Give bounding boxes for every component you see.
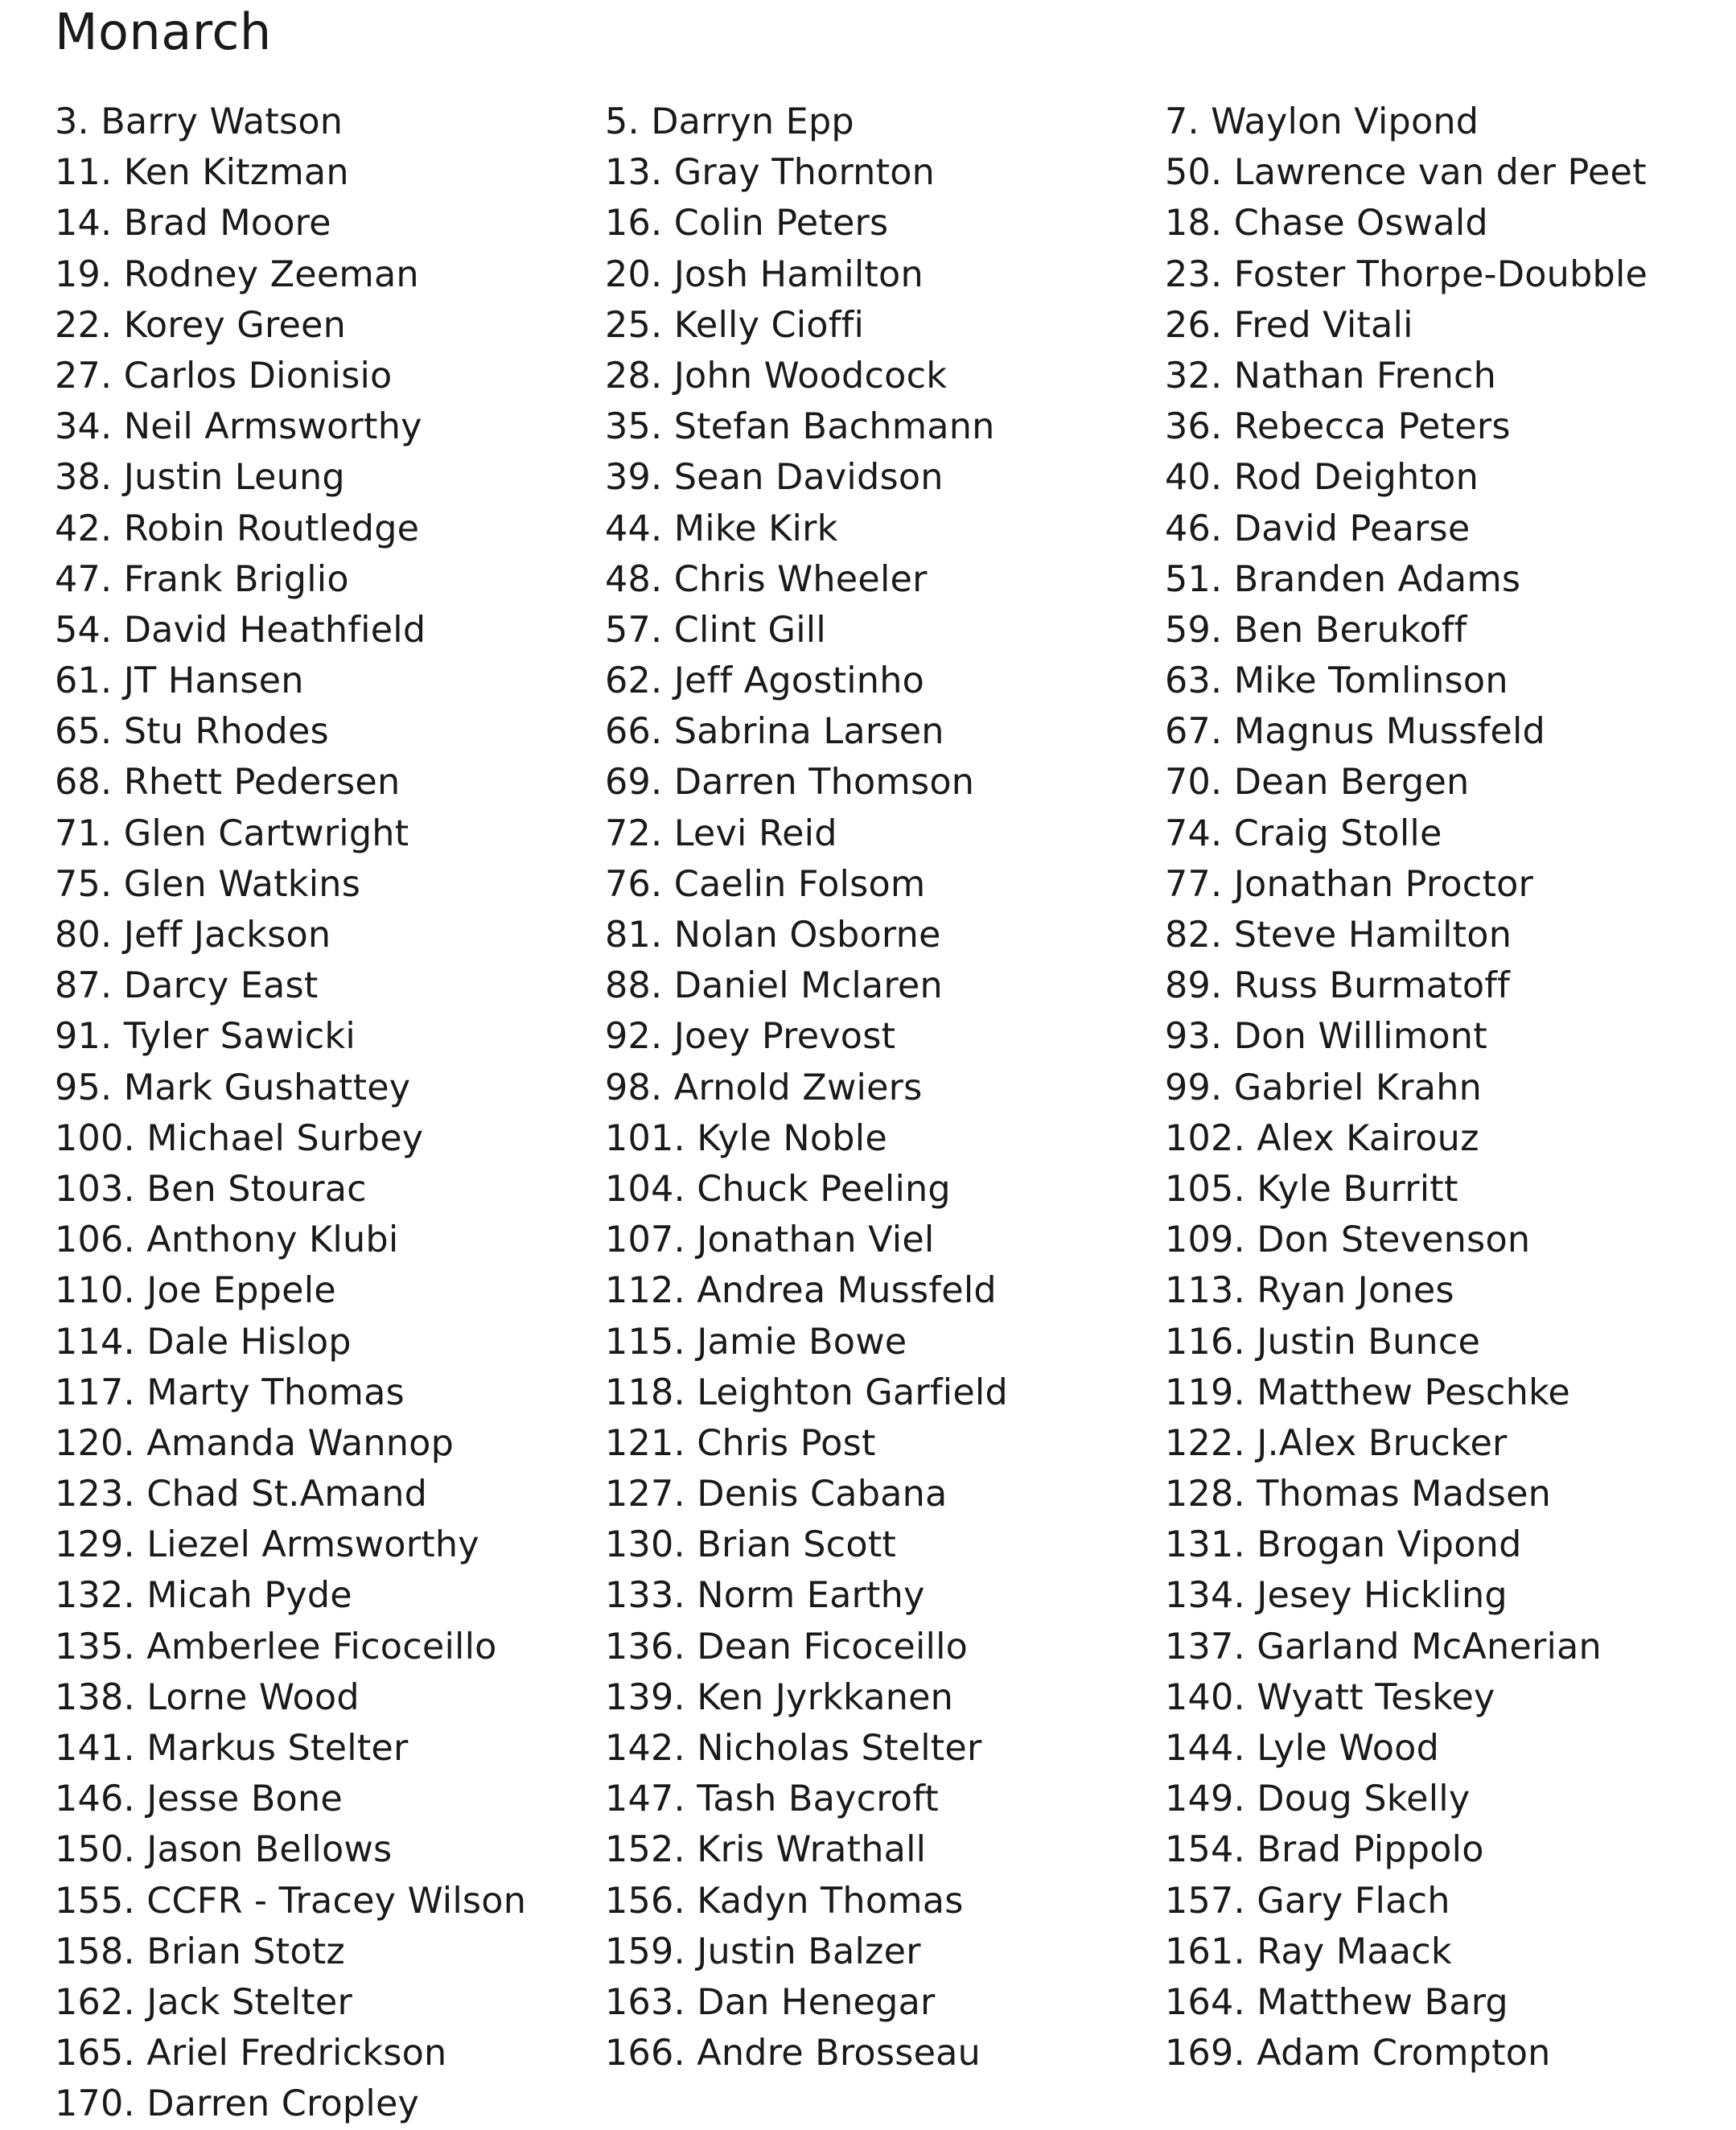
list-item: 87. Darcy East	[55, 965, 319, 1007]
list-item: 129. Liezel Armsworthy	[55, 1524, 479, 1566]
list-item: 116. Justin Bunce	[1165, 1321, 1481, 1363]
list-item: 104. Chuck Peeling	[605, 1168, 951, 1210]
list-item: 38. Justin Leung	[55, 457, 345, 499]
list-item: 112. Andrea Mussfeld	[605, 1270, 997, 1312]
list-item: 169. Adam Crompton	[1165, 2033, 1551, 2074]
list-item: 69. Darren Thomson	[605, 762, 975, 804]
list-item: 144. Lyle Wood	[1165, 1728, 1440, 1769]
list-item: 51. Branden Adams	[1165, 558, 1521, 600]
list-item: 163. Dan Henegar	[605, 1981, 936, 2023]
list-item: 19. Rodney Zeeman	[55, 253, 419, 295]
list-item: 164. Matthew Barg	[1165, 1981, 1508, 2023]
list-item: 5. Darryn Epp	[605, 101, 854, 142]
list-item: 68. Rhett Pedersen	[55, 762, 401, 804]
list-item: 89. Russ Burmatoff	[1165, 965, 1511, 1007]
list-item: 18. Chase Oswald	[1165, 203, 1488, 245]
list-item: 65. Stu Rhodes	[55, 711, 329, 753]
list-item: 23. Foster Thorpe-Doubble	[1165, 253, 1648, 295]
list-item: 81. Nolan Osborne	[605, 915, 941, 956]
name-list-column-3	[1165, 97, 1648, 2079]
list-item: 105. Kyle Burritt	[1165, 1168, 1458, 1210]
list-item: 159. Justin Balzer	[605, 1931, 921, 1972]
list-item: 32. Nathan French	[1165, 355, 1497, 397]
list-item: 63. Mike Tomlinson	[1165, 660, 1508, 702]
list-item: 102. Alex Kairouz	[1165, 1117, 1479, 1159]
list-item: 62. Jeff Agostinho	[605, 660, 925, 702]
list-item: 157. Gary Flach	[1165, 1880, 1450, 1922]
list-item: 127. Denis Cabana	[605, 1474, 948, 1515]
list-item: 28. John Woodcock	[605, 355, 948, 397]
list-item: 138. Lorne Wood	[55, 1676, 360, 1718]
list-item: 170. Darren Cropley	[55, 2083, 420, 2125]
list-item: 66. Sabrina Larsen	[605, 711, 944, 753]
list-item: 70. Dean Bergen	[1165, 762, 1470, 804]
list-item: 135. Amberlee Ficoceillo	[55, 1626, 497, 1667]
list-item: 134. Jesey Hickling	[1165, 1575, 1508, 1617]
list-item: 119. Matthew Peschke	[1165, 1371, 1570, 1413]
list-item: 46. David Pearse	[1165, 508, 1471, 549]
name-list-column-2	[605, 97, 1008, 2079]
list-item: 7. Waylon Vipond	[1165, 101, 1479, 142]
list-item: 54. David Heathfield	[55, 609, 426, 651]
list-item: 146. Jesse Bone	[55, 1778, 343, 1820]
list-item: 42. Robin Routledge	[55, 508, 420, 549]
list-item: 98. Arnold Zwiers	[605, 1067, 923, 1108]
list-item: 67. Magnus Mussfeld	[1165, 711, 1545, 753]
list-item: 120. Amanda Wannop	[55, 1422, 455, 1464]
list-item: 76. Caelin Folsom	[605, 863, 926, 905]
list-item: 35. Stefan Bachmann	[605, 406, 995, 448]
list-item: 158. Brian Stotz	[55, 1931, 345, 1972]
page-title: Monarch	[55, 2, 272, 61]
list-item: 75. Glen Watkins	[55, 863, 361, 905]
list-item: 142. Nicholas Stelter	[605, 1728, 982, 1769]
list-item: 47. Frank Briglio	[55, 558, 349, 600]
list-item: 114. Dale Hislop	[55, 1321, 352, 1363]
list-item: 154. Brad Pippolo	[1165, 1829, 1484, 1871]
name-list-columns	[0, 97, 1736, 2125]
list-item: 99. Gabriel Krahn	[1165, 1067, 1483, 1108]
list-item: 149. Doug Skelly	[1165, 1778, 1471, 1820]
list-item: 101. Kyle Noble	[605, 1117, 887, 1159]
list-item: 150. Jason Bellows	[55, 1829, 393, 1871]
list-item: 152. Kris Wrathall	[605, 1829, 927, 1871]
list-item: 80. Jeff Jackson	[55, 915, 331, 956]
list-item: 137. Garland McAnerian	[1165, 1626, 1602, 1667]
list-item: 155. CCFR - Tracey Wilson	[55, 1880, 527, 1922]
list-item: 141. Markus Stelter	[55, 1728, 409, 1769]
list-item: 140. Wyatt Teskey	[1165, 1676, 1495, 1718]
list-item: 77. Jonathan Proctor	[1165, 863, 1534, 905]
list-item: 13. Gray Thornton	[605, 152, 936, 194]
list-item: 109. Don Stevenson	[1165, 1219, 1531, 1261]
list-item: 74. Craig Stolle	[1165, 812, 1442, 854]
list-item: 156. Kadyn Thomas	[605, 1880, 964, 1922]
list-item: 122. J.Alex Brucker	[1165, 1422, 1508, 1464]
list-item: 20. Josh Hamilton	[605, 253, 924, 295]
list-item: 36. Rebecca Peters	[1165, 406, 1511, 448]
list-item: 57. Clint Gill	[605, 609, 826, 651]
list-item: 123. Chad St.Amand	[55, 1474, 428, 1515]
list-item: 72. Levi Reid	[605, 812, 837, 854]
list-item: 130. Brian Scott	[605, 1524, 897, 1566]
list-item: 165. Ariel Fredrickson	[55, 2033, 447, 2074]
list-item: 92. Joey Prevost	[605, 1016, 896, 1058]
list-item: 103. Ben Stourac	[55, 1168, 367, 1210]
list-item: 131. Brogan Vipond	[1165, 1524, 1522, 1566]
list-item: 166. Andre Brosseau	[605, 2033, 981, 2074]
list-item: 82. Steve Hamilton	[1165, 915, 1512, 956]
list-item: 48. Chris Wheeler	[605, 558, 928, 600]
list-item: 40. Rod Deighton	[1165, 457, 1479, 499]
list-item: 22. Korey Green	[55, 304, 347, 346]
list-item: 117. Marty Thomas	[55, 1371, 405, 1413]
list-item: 100. Michael Surbey	[55, 1117, 424, 1159]
list-item: 14. Brad Moore	[55, 203, 331, 245]
list-item: 133. Norm Earthy	[605, 1575, 925, 1617]
list-item: 93. Don Willimont	[1165, 1016, 1487, 1058]
list-item: 139. Ken Jyrkkanen	[605, 1676, 954, 1718]
list-item: 34. Neil Armsworthy	[55, 406, 422, 448]
list-item: 95. Mark Gushattey	[55, 1067, 411, 1108]
list-item: 113. Ryan Jones	[1165, 1270, 1454, 1312]
list-item: 26. Fred Vitali	[1165, 304, 1413, 346]
name-list-column-1	[55, 97, 526, 2130]
list-item: 106. Anthony Klubi	[55, 1219, 399, 1261]
list-item: 91. Tyler Sawicki	[55, 1016, 356, 1058]
list-item: 162. Jack Stelter	[55, 1981, 352, 2023]
list-item: 115. Jamie Bowe	[605, 1321, 907, 1363]
list-item: 27. Carlos Dionisio	[55, 355, 393, 397]
list-item: 121. Chris Post	[605, 1422, 876, 1464]
list-item: 110. Joe Eppele	[55, 1270, 336, 1312]
list-item: 118. Leighton Garfield	[605, 1371, 1008, 1413]
list-item: 128. Thomas Madsen	[1165, 1474, 1552, 1515]
list-item: 161. Ray Maack	[1165, 1931, 1452, 1972]
list-item: 107. Jonathan Viel	[605, 1219, 935, 1261]
list-item: 25. Kelly Cioffi	[605, 304, 865, 346]
list-item: 16. Colin Peters	[605, 203, 889, 245]
list-item: 71. Glen Cartwright	[55, 812, 409, 854]
list-item: 44. Mike Kirk	[605, 508, 838, 549]
list-item: 39. Sean Davidson	[605, 457, 944, 499]
list-item: 59. Ben Berukoff	[1165, 609, 1467, 651]
list-item: 61. JT Hansen	[55, 660, 304, 702]
list-item: 147. Tash Baycroft	[605, 1778, 939, 1820]
list-item: 136. Dean Ficoceillo	[605, 1626, 969, 1667]
list-item: 132. Micah Pyde	[55, 1575, 352, 1617]
list-item: 88. Daniel Mclaren	[605, 965, 943, 1007]
list-item: 11. Ken Kitzman	[55, 152, 349, 194]
list-item: 3. Barry Watson	[55, 101, 343, 142]
list-item: 50. Lawrence van der Peet	[1165, 152, 1647, 194]
